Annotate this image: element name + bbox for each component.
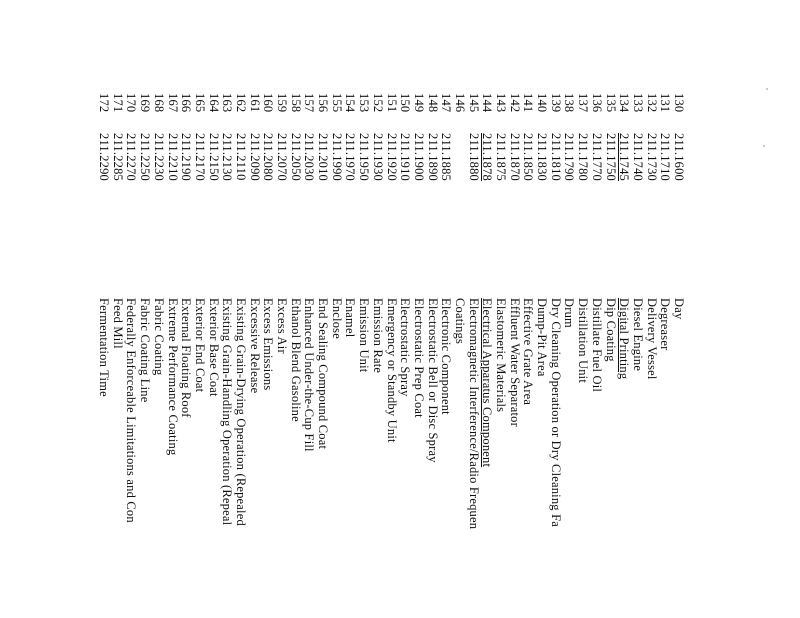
list-item [302,93,316,618]
list-item [233,93,247,618]
list-item [493,93,507,618]
line-number: 170 [124,93,139,113]
defined-term: Electronic Component [439,298,454,415]
line-number: 140 [535,93,550,113]
line-number: 150 [398,93,413,113]
line-number: 165 [192,93,207,113]
defined-term: Diesel Engine [630,298,645,372]
defined-term: Fabric Coating Line [138,298,153,403]
line-number: 146 [453,93,467,113]
definitions-list [45,93,685,618]
line-number: 143 [494,93,509,113]
list-item [425,93,439,618]
list-item [206,93,220,618]
line-number: 138 [562,93,577,113]
line-number: 131 [658,93,673,113]
defined-term: Emergency or Standby Unit [384,298,399,443]
line-number: 148 [425,93,440,113]
line-number: 161 [247,93,262,113]
defined-term: Emission Unit [357,298,372,373]
line-number: 132 [644,93,659,113]
section-citation: 211.1850 [521,133,536,182]
defined-term: Drum [562,298,577,328]
list-item [315,93,329,618]
defined-term: Electromagnetic Interference/Radio Frequen [466,298,481,530]
section-citation: 211.2210 [165,133,180,182]
list-item [603,93,617,618]
list-item [247,93,261,618]
line-number: 151 [384,93,399,113]
section-citation: 211.1970 [343,133,358,182]
section-citation: 211.2290 [97,133,112,182]
list-item [671,93,685,618]
section-citation: 211.1745 [617,133,632,182]
list-item [110,93,124,618]
defined-term: Elastomeric Materials [494,298,509,413]
section-citation: 211.1880 [466,133,481,182]
line-number: 144 [480,93,495,113]
line-number: 149 [411,93,426,113]
line-number: 159 [275,93,290,113]
section-citation: 211.2285 [110,133,125,182]
line-number: 130 [672,93,686,113]
section-citation: 211.1990 [329,133,344,182]
line-number: 160 [261,93,276,113]
section-citation: 211.1875 [494,133,509,182]
section-citation: 211.1770 [589,133,604,182]
line-number: 134 [617,93,632,113]
section-citation: 211.1830 [535,133,550,182]
line-number: 167 [165,93,180,113]
defined-term: Digital Printing [617,298,632,380]
list-item [96,93,110,618]
section-citation: 211.1600 [672,133,686,182]
section-citation: 211.2030 [302,133,317,182]
list-item [452,93,466,618]
section-citation: 211.1780 [576,133,591,182]
defined-term: Fermentation Time [97,298,112,397]
defined-term: Federally Enforceable Limitations and Con [124,298,139,523]
line-number: 141 [521,93,536,113]
section-citation: 211.2130 [220,133,235,182]
line-number: 154 [343,93,358,113]
section-citation: 211.2010 [316,133,331,182]
list-item [576,93,590,618]
list-item [357,93,371,618]
list-item [589,93,603,618]
section-citation: 211.2190 [179,133,194,182]
section-citation: 211.2070 [275,133,290,182]
defined-term: Coatings [453,298,467,345]
section-citation: 211.2170 [192,133,207,182]
defined-term: Excess Air [275,298,290,354]
list-item [370,93,384,618]
section-citation: 211.1885 [439,133,454,182]
list-item [439,93,453,618]
list-item [165,93,179,618]
line-number: 153 [357,93,372,113]
list-item [398,93,412,618]
list-item [179,93,193,618]
defined-term: Existing Grain-Drying Operation (Repealed [234,298,248,526]
section-citation: 211.1878 [480,133,495,182]
line-number: 157 [302,93,317,113]
defined-term: Extreme Performance Coating [165,298,180,456]
list-item [261,93,275,618]
list-item [658,93,672,618]
defined-term: Enamel [343,298,358,338]
defined-term: Effective Grate Area [521,298,536,406]
list-item [192,93,206,618]
defined-term: End Sealing Compound Coat [316,298,331,450]
section-citation: 211.1900 [411,133,426,182]
defined-term: Delivery Vessel [644,298,659,380]
defined-term: Enhanced Under-the-Cup Fill [302,298,317,452]
list-item [329,93,343,618]
defined-term: Electrical Apparatus Component [480,298,495,468]
section-citation: 211.2230 [151,133,166,182]
defined-term: Distillation Unit [576,298,591,383]
defined-term: Exterior End Coat [192,298,207,393]
line-number: 142 [507,93,522,113]
list-item [630,93,644,618]
line-number: 139 [548,93,563,113]
section-citation: 211.2080 [261,133,276,182]
defined-term: Exterior Base Coat [206,298,221,397]
line-number: 152 [370,93,385,113]
list-item [288,93,302,618]
section-citation: 211.2110 [234,133,248,181]
defined-term: Existing Grain-Handling Operation (Repeal [220,298,235,526]
line-number: 172 [97,93,112,113]
scan-speck [766,88,768,90]
defined-term: Electrostatic Spray [398,298,413,397]
section-citation: 211.2150 [206,133,221,182]
defined-term: Excessive Release [247,298,262,394]
list-item [411,93,425,618]
list-item [480,93,494,618]
defined-term: Enclose [329,298,344,339]
defined-term: Degreaser [658,298,673,351]
list-item [521,93,535,618]
section-citation: 211.1730 [644,133,659,182]
section-citation: 211.1920 [384,133,399,182]
section-citation: 211.1910 [398,133,413,182]
section-citation: 211.1930 [370,133,385,182]
defined-term: External Floating Roof [179,298,194,418]
section-citation: 211.2250 [138,133,153,182]
line-number: 145 [466,93,481,113]
defined-term: Effluent Water Separator [507,298,522,427]
defined-term: Electrostatic Prep Coat [411,298,426,418]
list-item [343,93,357,618]
list-item [466,93,480,618]
line-number: 155 [329,93,344,113]
section-citation: 211.2090 [247,133,262,182]
list-item [220,93,234,618]
section-citation: 211.1870 [507,133,522,182]
list-item [617,93,631,618]
line-number: 135 [603,93,618,113]
defined-term: Feed Mill [110,298,125,349]
defined-term: Electrostatic Bell or Disc Spray [425,298,440,463]
defined-term: Dry Cleaning Operation or Dry Cleaning Fa [548,298,563,527]
defined-term: Dump-Pit Area [535,298,550,377]
line-number: 166 [179,93,194,113]
list-item [534,93,548,618]
list-item [548,93,562,618]
section-citation: 211.1710 [658,133,673,182]
line-number: 158 [288,93,303,113]
list-item [507,93,521,618]
list-item [384,93,398,618]
scan-speck [763,145,765,147]
list-item [124,93,138,618]
defined-term: Fabric Coating [151,298,166,376]
section-citation: 211.1810 [548,133,563,182]
list-item [644,93,658,618]
section-citation: 211.1740 [630,133,645,182]
line-number: 168 [151,93,166,113]
defined-term: Distillate Fuel Oil [589,298,604,393]
defined-term: Dip Coating [603,298,618,362]
section-citation: 211.1950 [357,133,372,182]
section-citation: 211.1750 [603,133,618,182]
line-number: 162 [234,93,248,113]
section-citation: 211.1890 [425,133,440,182]
line-number: 147 [439,93,454,113]
defined-term: Emission Rate [370,298,385,374]
list-item [562,93,576,618]
section-citation: 211.1790 [562,133,577,182]
line-number: 133 [630,93,645,113]
line-number: 156 [316,93,331,113]
line-number: 169 [138,93,153,113]
defined-term: Excess Emissions [261,298,276,391]
line-number: 163 [220,93,235,113]
section-citation: 211.2270 [124,133,139,182]
section-citation: 211.2050 [288,133,303,182]
line-number: 137 [576,93,591,113]
list-item [274,93,288,618]
line-number: 164 [206,93,221,113]
list-item [138,93,152,618]
list-item [151,93,165,618]
defined-term: Day [672,298,686,320]
defined-term: Ethanol Blend Gasoline [288,298,303,422]
line-number: 171 [110,93,125,113]
line-number: 136 [589,93,604,113]
